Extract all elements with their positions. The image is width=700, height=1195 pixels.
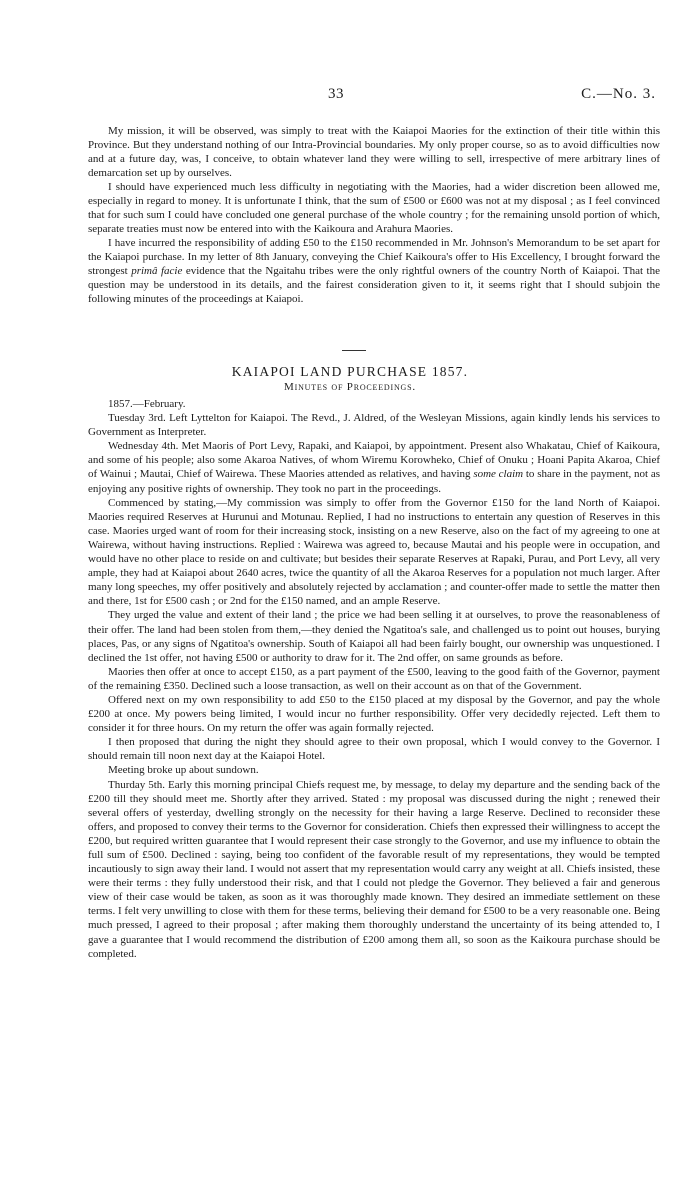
intro-paragraph <box>88 236 660 306</box>
minutes-text: Wednesday 4th. Met Maoris of Port Levy, Rapaki, and Kaiapoi, by appointment. Present also Whakatau, Chief of Kaikoura, and some of his people; also some Akaroa Natives, of whom Wiremu Korowheko, Chief of Onuku ; Hoani Papita Akaroa, Chief of Wainui ; Mautai, Chief of Wairewa. These Maories attended as relatives, and having <box>88 440 660 481</box>
minutes-paragraph: I then proposed that during the night they should agree to their own proposal, which I would convey to the Governor. I should remain till noon next day at the Kaiapoi Hotel. <box>88 736 660 763</box>
dateline: 1857.—February. <box>108 398 186 410</box>
section-divider <box>342 350 366 351</box>
intro-text: I have incurred the responsibility of adding £50 to the £150 recommended in Mr. Johnson's Memorandum to be set apart for the Kaiapoi purchase. In my letter of 8th January, conveying the Chief Kaikoura's offer to His Excellency, I brought forward the strongest <box>88 237 660 277</box>
minutes-paragraph: Offered next on my own responsibility to add £50 to the £150 placed at my disposal by the Governor, and pay the whole £200 at once. My powers being limited, I would incur no further responsibility. Offer very decidedly rejected. Left them to consider it for three hours. On my return the offer was again formally rejected. <box>88 693 660 735</box>
minutes-paragraph: Tuesday 3rd. Left Lyttelton for Kaiapoi. The Revd., J. Aldred, of the Wesleyan Missions, again kindly lends his services to Government as Interpreter. <box>88 412 660 439</box>
italic-phrase: primâ facie <box>131 265 183 277</box>
minutes-paragraph <box>88 439 660 495</box>
document-reference: C.—No. 3. <box>581 86 656 102</box>
intro-text: evidence that the Ngaitahu tribes were the only rightful owners of the country North of Kaiapoi. That the question may be understood in its details, and the fairest consideration given to it, it seems right that I should subjoin the following minutes of the proceedings at Kaiapoi. <box>88 265 660 305</box>
intro-section <box>88 124 660 306</box>
minutes-paragraph: Maories then offer at once to accept £150, as a part payment of the £500, leaving to the good faith of the Governor, payment of the remaining £350. Declined such a loose transaction, as well on their account as on that of the Government. <box>88 665 660 692</box>
minutes-text: to share in the payment, not as enjoying any positive rights of ownership. They took no part in the proceedings. <box>88 468 661 495</box>
intro-paragraph: My mission, it will be observed, was simply to treat with the Kaiapoi Maories for the extinction of their title within this Province. But they understand nothing of our Intra-Provincial boundaries. My only proper course, so as to avoid difficulties now and at a future day, was, I conceive, to obtain whatever land they were willing to sell, irrespective of mere arbitrary lines of demarcation set up by ourselves. <box>88 125 660 179</box>
page-number: 33 <box>328 86 344 102</box>
minutes-paragraph: Meeting broke up about sundown. <box>108 764 259 777</box>
section-subtitle: Minutes of Proceedings. <box>284 381 416 393</box>
italic-phrase: some claim <box>473 468 524 481</box>
minutes-paragraph: Commenced by stating,—My commission was simply to offer from the Governor £150 for the land North of Kaiapoi. Maories required Reserves at Hurunui and Motunau. Replied, I had no instructions to entertain any question of Reserves in this case. Maories urged want of room for their increasing stock, insisting on a new Reserve, also on the fact of my agreeing to one at Wairewa, without having instructions. Replied : Wairewa was agreed to, because Mautai and his people were in occupation, and would have no other place to reside on and cultivate; but besides their separate Reserves at Rapaki, Purau, and Port Levy, all very ample, they had at Kaiapoi about 2640 acres, twice the quantity of all the Akaroa Reserves for a population not much larger. After many long speeches, my offer positively and absolutely rejected by acclamation ; and counter-offer made to settle the matter then and there, 1st for £500 cash ; or 2nd for the £150 named, and an ample Reserve. <box>88 496 660 608</box>
minutes-section <box>88 397 660 961</box>
intro-paragraph: I should have experienced much less difficulty in negotiating with the Maories, had a wider discretion been allowed me, especially in regard to money. It is unfortunate I think, that the sum of £500 or £600 was not at my disposal ; as I feel convinced that for such sum I could have concluded one general purchase of the whole country ; for the remaining unsold portion of which, separate treaties must now be entered into with the Kaikoura and Arahura Maories. <box>88 181 660 235</box>
section-title: KAIAPOI LAND PURCHASE 1857. <box>231 364 469 379</box>
minutes-paragraph: They urged the value and extent of their land ; the price we had been selling it at ourselves, to prove the reasonableness of their offer. The land had been stolen from them,—they denied the Ngatitoa's sale, and challenged us to point out houses, burying places, Pas, or any signs of Ngatitoa's ownership. South of Kaiapoi all had been fairly bought, our ownership was unquestioned. I declined the 1st offer, not having £500 or authority to draw for it. The 2nd offer, on same grounds as before. <box>88 609 660 664</box>
minutes-paragraph: Thurday 5th. Early this morning principal Chiefs request me, by message, to delay my departure and the sending back of the £200 till they should meet me. Shortly after they arrived. Stated : my proposal was discussed during the night ; renewed their several offers of yesterday, dwelling strongly on the necessity for their having a large Reserve. Declined to reconsider these offers, and proposed to convey their terms to the Governor for consideration. Chiefs then expressed their willingness to accept the £200, but required written guarantee that I would represent their case strongly to the Governor, and use my influence to obtain the full sum of £500. Declined : saying, being too confident of the favorable result of my representations, they would be tempted incautiously to sign away their land. I would not assert that my representation would carry any weight at all. Chiefs insisted, these were their terms : they fully understood their risk, and that I could not pledge the Governor. They believed a fair and generous view of their case would be taken, as soon as it was thoroughly made known. They desired an immediate settlement on these terms. I felt very unwilling to close with them for these terms, believing their demand for £500 to be a very reasonable one. Being much pressed, I agreed to their proposal ; after making them thoroughly understand the uncertainty of its being attended to, I gave a guarantee that I would recommend the distribution of £200 among them all, so soon as the Kaikoura purchase should be completed. <box>88 778 660 960</box>
